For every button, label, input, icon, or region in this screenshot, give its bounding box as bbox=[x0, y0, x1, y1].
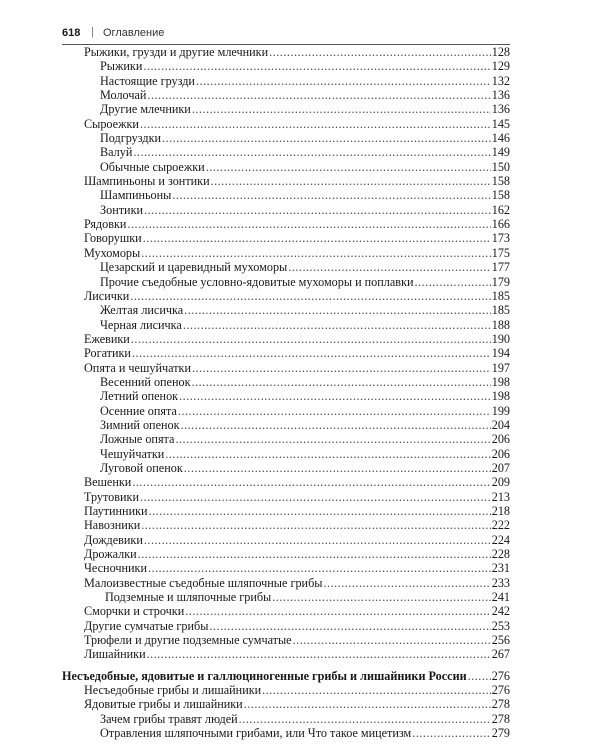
toc-entry-page: 278 bbox=[491, 711, 510, 726]
dot-leader bbox=[206, 160, 491, 174]
toc-entry-page: 224 bbox=[491, 532, 510, 547]
dot-leader bbox=[211, 174, 491, 188]
toc-entry-title: Несъедобные, ядовитые и галлюциногенные грибы и лишайники России bbox=[62, 668, 467, 683]
toc-entry-title: Трутовики bbox=[84, 489, 139, 504]
toc-entry-page: 145 bbox=[491, 116, 510, 131]
toc-entry[interactable] bbox=[62, 246, 510, 260]
toc-entry[interactable] bbox=[62, 260, 510, 274]
dot-leader bbox=[131, 332, 491, 346]
toc-entry-page: 150 bbox=[491, 159, 510, 174]
toc-entry-page: 228 bbox=[491, 547, 510, 562]
toc-entry-page: 136 bbox=[491, 102, 510, 117]
toc-entry-title: Навозники bbox=[84, 518, 141, 533]
toc-entry-page: 209 bbox=[491, 475, 510, 490]
toc-entry-title: Лишайники bbox=[84, 647, 146, 662]
dot-leader bbox=[183, 318, 491, 332]
toc-entry[interactable] bbox=[62, 318, 510, 332]
toc-entry-title: Подгруздки bbox=[100, 131, 162, 146]
toc-entry-page: 132 bbox=[491, 73, 510, 88]
dot-leader bbox=[162, 131, 491, 145]
dot-leader bbox=[468, 669, 491, 683]
toc-entry[interactable] bbox=[62, 504, 510, 518]
toc-entry-page: 279 bbox=[491, 726, 510, 741]
dot-leader bbox=[272, 590, 490, 604]
dot-leader bbox=[178, 404, 491, 418]
toc-entry-title: Рыжики, грузди и другие млечники bbox=[84, 45, 269, 59]
toc-entry[interactable] bbox=[62, 697, 510, 711]
toc-entry-title: Шампиньоны bbox=[100, 188, 172, 203]
toc-entry[interactable] bbox=[62, 547, 510, 561]
toc-entry-title: Сыроежки bbox=[84, 116, 139, 131]
toc-entry-page: 128 bbox=[491, 45, 510, 59]
toc-entry-page: 276 bbox=[491, 668, 510, 683]
toc-entry[interactable] bbox=[62, 289, 510, 303]
toc-entry-page: 197 bbox=[491, 360, 510, 375]
dot-leader bbox=[133, 145, 490, 159]
toc-entry[interactable] bbox=[62, 231, 510, 245]
page-number: 618 bbox=[62, 27, 81, 39]
toc-entry-page: 218 bbox=[491, 504, 510, 518]
toc-entry-page: 179 bbox=[491, 274, 510, 289]
toc-entry[interactable] bbox=[62, 303, 510, 317]
toc-entry[interactable] bbox=[62, 712, 510, 726]
toc-entry[interactable] bbox=[62, 604, 510, 618]
dot-leader bbox=[147, 647, 491, 661]
toc-entry-title: Валуй bbox=[100, 145, 133, 160]
toc-entry[interactable] bbox=[62, 217, 510, 231]
toc-entry-title: Несъедобные грибы и лишайники bbox=[84, 683, 262, 698]
toc-entry-page: 233 bbox=[491, 575, 510, 590]
toc-entry-title: Ежевики bbox=[84, 331, 130, 346]
toc-entry-page: 136 bbox=[491, 88, 510, 103]
toc-entry-title: Вешенки bbox=[84, 475, 132, 490]
toc-entry-page: 177 bbox=[491, 260, 510, 275]
toc-entry[interactable] bbox=[62, 490, 510, 504]
toc-entry-page: 276 bbox=[491, 683, 510, 698]
toc-entry-title: Опята и чешуйчатки bbox=[84, 360, 191, 375]
table-of-contents bbox=[62, 45, 510, 741]
toc-entry-page: 162 bbox=[491, 202, 510, 217]
dot-leader bbox=[179, 389, 491, 403]
dot-leader bbox=[293, 633, 491, 647]
dot-leader bbox=[192, 102, 491, 116]
dot-leader bbox=[288, 260, 490, 274]
dot-leader bbox=[143, 59, 490, 73]
toc-entry-page: 190 bbox=[491, 331, 510, 346]
toc-entry[interactable] bbox=[62, 619, 510, 633]
toc-entry-page: 158 bbox=[491, 174, 510, 189]
dot-leader bbox=[192, 361, 491, 375]
toc-entry-title: Зонтики bbox=[100, 202, 144, 217]
toc-entry-title: Малоизвестные съедобные шляпочные грибы bbox=[84, 575, 323, 590]
toc-entry-page: 241 bbox=[491, 590, 510, 605]
toc-chapter-entry[interactable] bbox=[62, 669, 510, 683]
toc-entry-page: 213 bbox=[491, 489, 510, 504]
dot-leader bbox=[144, 533, 491, 547]
toc-entry[interactable] bbox=[62, 74, 510, 88]
dot-leader bbox=[143, 231, 491, 245]
toc-entry[interactable] bbox=[62, 683, 510, 697]
running-header bbox=[62, 22, 510, 45]
dot-leader bbox=[239, 712, 491, 726]
toc-entry-page: 278 bbox=[491, 697, 510, 712]
toc-entry-page: 166 bbox=[491, 217, 510, 232]
dot-leader bbox=[323, 576, 490, 590]
toc-entry[interactable] bbox=[62, 332, 510, 346]
dot-leader bbox=[148, 561, 491, 575]
toc-entry[interactable] bbox=[62, 447, 510, 461]
dot-leader bbox=[185, 604, 490, 618]
toc-entry[interactable] bbox=[62, 346, 510, 360]
toc-entry[interactable] bbox=[62, 533, 510, 547]
toc-entry-title: Летний опенок bbox=[100, 389, 179, 404]
dot-leader bbox=[262, 683, 491, 697]
toc-entry-page: 204 bbox=[491, 417, 510, 432]
toc-entry[interactable] bbox=[62, 203, 510, 217]
dot-leader bbox=[269, 45, 491, 59]
toc-entry[interactable] bbox=[62, 131, 510, 145]
toc-entry-page: 129 bbox=[491, 59, 510, 74]
toc-entry-page: 206 bbox=[491, 432, 510, 447]
toc-entry[interactable] bbox=[62, 117, 510, 131]
toc-entry-page: 231 bbox=[491, 561, 510, 576]
dot-leader bbox=[412, 726, 490, 740]
toc-entry-title: Осенние опята bbox=[100, 403, 177, 418]
toc-entry-title: Молочай bbox=[100, 88, 147, 103]
toc-entry-page: 188 bbox=[491, 317, 510, 332]
toc-entry-title: Рядовки bbox=[84, 217, 127, 232]
dot-leader bbox=[181, 418, 491, 432]
dot-leader bbox=[127, 217, 490, 231]
dot-leader bbox=[132, 475, 490, 489]
dot-leader bbox=[130, 289, 490, 303]
toc-entry-title: Черная лисичка bbox=[100, 317, 182, 332]
toc-entry[interactable] bbox=[62, 726, 510, 740]
dot-leader bbox=[184, 461, 491, 475]
dot-leader bbox=[140, 490, 491, 504]
toc-entry-title: Подземные и шляпочные грибы bbox=[105, 590, 272, 605]
toc-entry-page: 175 bbox=[491, 245, 510, 260]
toc-entry[interactable] bbox=[62, 174, 510, 188]
toc-entry-title: Трюфели и другие подземные сумчатые bbox=[84, 633, 292, 648]
toc-entry-title: Мухоморы bbox=[84, 245, 141, 260]
toc-entry[interactable] bbox=[62, 102, 510, 116]
toc-entry-page: 158 bbox=[491, 188, 510, 203]
dot-leader bbox=[132, 346, 491, 360]
toc-entry[interactable] bbox=[62, 561, 510, 575]
toc-entry[interactable] bbox=[62, 45, 510, 59]
toc-entry-page: 149 bbox=[491, 145, 510, 160]
toc-entry-page: 194 bbox=[491, 346, 510, 361]
dot-leader bbox=[147, 88, 490, 102]
toc-entry-title: Настоящие грузди bbox=[100, 73, 195, 88]
toc-entry[interactable] bbox=[62, 475, 510, 489]
toc-entry-page: 185 bbox=[491, 288, 510, 303]
toc-entry[interactable] bbox=[62, 88, 510, 102]
toc-entry[interactable] bbox=[62, 145, 510, 159]
toc-entry[interactable] bbox=[62, 160, 510, 174]
toc-entry[interactable] bbox=[62, 275, 510, 289]
dot-leader bbox=[184, 303, 491, 317]
toc-entry[interactable] bbox=[62, 461, 510, 475]
toc-entry-title: Другие сумчатые грибы bbox=[84, 618, 209, 633]
toc-entry-title: Говорушки bbox=[84, 231, 142, 246]
toc-entry-title: Весенний опенок bbox=[100, 374, 191, 389]
dot-leader bbox=[172, 188, 490, 202]
toc-entry-page: 198 bbox=[491, 374, 510, 389]
toc-entry-page: 207 bbox=[491, 460, 510, 475]
toc-entry-title: Зачем грибы травят людей bbox=[100, 711, 238, 726]
toc-entry-title: Сморчки и строчки bbox=[84, 604, 185, 619]
toc-entry-page: 173 bbox=[491, 231, 510, 246]
toc-entry-title: Дрожалки bbox=[84, 547, 137, 562]
toc-entry-title: Лисички bbox=[84, 288, 130, 303]
toc-entry-title: Зимний опенок bbox=[100, 417, 180, 432]
toc-entry[interactable] bbox=[62, 576, 510, 590]
toc-entry[interactable] bbox=[62, 590, 510, 604]
dot-leader bbox=[175, 432, 490, 446]
header-title: Оглавление bbox=[103, 27, 165, 39]
toc-entry[interactable] bbox=[62, 404, 510, 418]
toc-entry-page: 222 bbox=[491, 518, 510, 533]
toc-entry-page: 253 bbox=[491, 618, 510, 633]
dot-leader bbox=[192, 375, 491, 389]
toc-entry-title: Рыжики bbox=[100, 59, 143, 74]
toc-entry-page: 267 bbox=[491, 647, 510, 662]
toc-entry[interactable] bbox=[62, 361, 510, 375]
toc-entry[interactable] bbox=[62, 633, 510, 647]
toc-entry[interactable] bbox=[62, 432, 510, 446]
dot-leader bbox=[141, 246, 491, 260]
dot-leader bbox=[244, 697, 491, 711]
header-separator: | bbox=[91, 26, 94, 38]
toc-entry[interactable] bbox=[62, 418, 510, 432]
toc-entry-title: Ядовитые грибы и лишайники bbox=[84, 697, 243, 712]
toc-entry-page: 256 bbox=[491, 633, 510, 648]
toc-entry[interactable] bbox=[62, 59, 510, 73]
toc-entry-page: 185 bbox=[491, 303, 510, 318]
toc-entry-title: Чешуйчатки bbox=[100, 446, 165, 461]
toc-entry-page: 146 bbox=[491, 131, 510, 146]
toc-entry-title: Луговой опенок bbox=[100, 460, 183, 475]
dot-leader bbox=[415, 275, 491, 289]
toc-entry[interactable] bbox=[62, 518, 510, 532]
dot-leader bbox=[144, 203, 491, 217]
toc-entry-title: Шампиньоны и зонтики bbox=[84, 174, 210, 189]
toc-entry[interactable] bbox=[62, 375, 510, 389]
toc-entry-title: Обычные сыроежки bbox=[100, 159, 205, 174]
toc-entry[interactable] bbox=[62, 389, 510, 403]
toc-entry-page: 242 bbox=[491, 604, 510, 619]
toc-entry-title: Дождевики bbox=[84, 532, 143, 547]
dot-leader bbox=[140, 117, 491, 131]
dot-leader bbox=[209, 619, 490, 633]
toc-entry-title: Прочие съедобные условно-ядовитые мухоморы и поплавки bbox=[100, 274, 414, 289]
toc-entry-title: Желтая лисичка bbox=[100, 303, 184, 318]
toc-entry-title: Другие млечники bbox=[100, 102, 191, 117]
toc-entry-title: Рогатики bbox=[84, 346, 131, 361]
toc-entry[interactable] bbox=[62, 188, 510, 202]
toc-entry-title: Цезарский и царевидный мухоморы bbox=[100, 260, 288, 275]
toc-entry-title: Ложные опята bbox=[100, 432, 175, 447]
toc-entry-title: Паутинники bbox=[84, 504, 148, 518]
dot-leader bbox=[149, 504, 491, 518]
dot-leader bbox=[141, 518, 490, 532]
toc-entry-page: 199 bbox=[491, 403, 510, 418]
toc-entry-title: Чесночники bbox=[84, 561, 147, 576]
toc-entry-page: 206 bbox=[491, 446, 510, 461]
dot-leader bbox=[138, 547, 491, 561]
toc-entry-title: Отравления шляпочными грибами, или Что такое мицетизм bbox=[100, 726, 412, 741]
toc-entry[interactable] bbox=[62, 647, 510, 661]
dot-leader bbox=[165, 447, 490, 461]
dot-leader bbox=[196, 74, 491, 88]
toc-entry-page: 198 bbox=[491, 389, 510, 404]
